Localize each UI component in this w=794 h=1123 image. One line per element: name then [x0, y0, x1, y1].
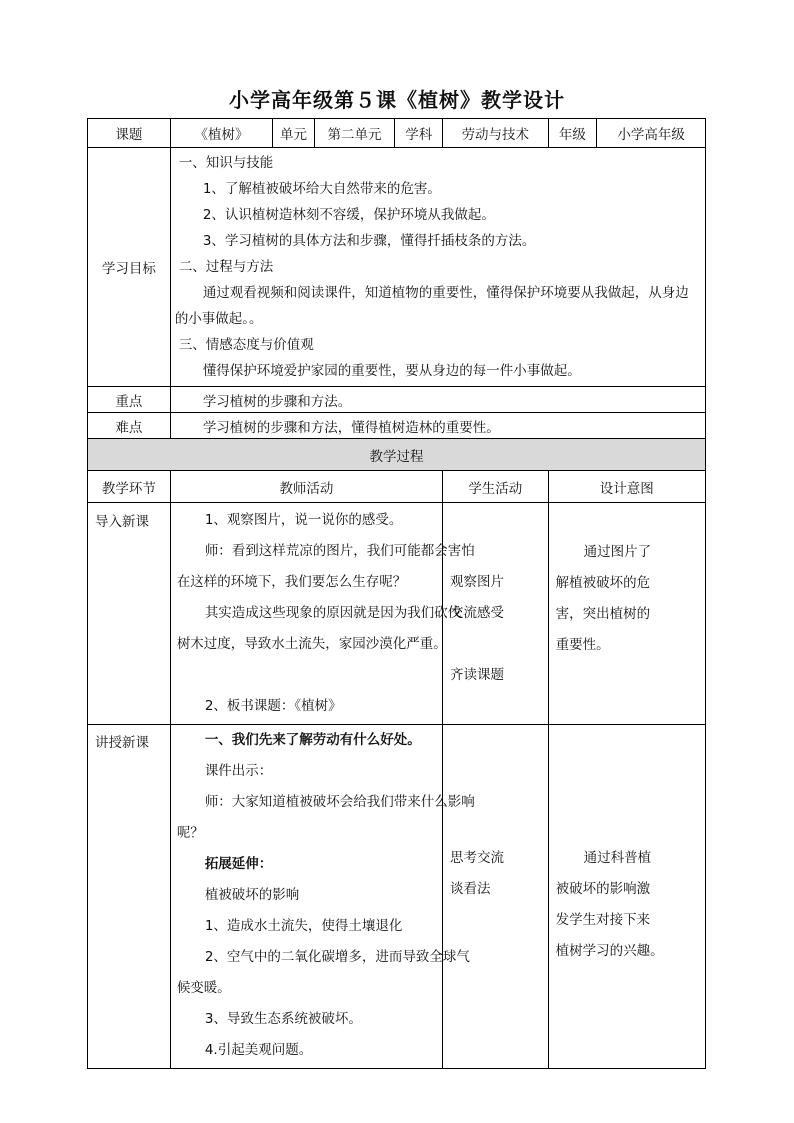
- objectives-content: [170, 148, 705, 387]
- teacher-line: 呢？: [176, 825, 204, 841]
- info-row: [88, 119, 706, 148]
- teacher-line: 植被破坏的影响: [204, 887, 300, 903]
- process-header: 教学过程: [88, 439, 706, 471]
- teacher-line: 1、造成水土流失，使得土壤退化: [204, 918, 403, 934]
- topic-value: 《植树》: [170, 119, 272, 148]
- design-line: 通过科普植: [583, 850, 652, 866]
- subject-label: 学科: [395, 119, 443, 148]
- col-design: 设计意图: [548, 471, 705, 503]
- teacher-line: 4.引起美观问题。: [204, 1042, 313, 1058]
- teacher-line: 3、导致生态系统被破坏。: [204, 1011, 362, 1027]
- objective-heading-knowledge: 一、知识与技能: [178, 155, 274, 171]
- unit-value: 第二单元: [314, 119, 395, 148]
- teacher-line: 1、观察图片，说一说你的感受。: [204, 512, 403, 528]
- teacher-line: 师：大家知道植被破坏会给我们带来什么影响: [204, 794, 475, 810]
- difficulty-value: 学习植树的步骤和方法，懂得植树造林的重要性。: [170, 413, 705, 439]
- design-line: 植树学习的兴趣。: [555, 943, 664, 959]
- process-header-row: [88, 439, 706, 471]
- objectives-label: 学习目标: [88, 148, 171, 387]
- process-columns-row: [88, 471, 706, 503]
- design-intent-cell: [548, 725, 705, 1069]
- design-line: 发学生对接下来: [555, 912, 651, 928]
- objective-item: 3、学习植树的具体方法和步骤，懂得扦插枝条的方法。: [202, 233, 536, 249]
- objective-item: 2、认识植树造林刻不容缓，保护环境从我做起。: [202, 207, 495, 223]
- student-line: 齐读课题: [450, 667, 505, 683]
- key-point-row: [88, 387, 706, 413]
- student-activity-cell: [443, 725, 549, 1069]
- objective-heading-process: 二、过程与方法: [178, 259, 274, 275]
- objective-item: 的小事做起。。: [174, 311, 263, 327]
- grade-value: 小学高年级: [597, 119, 706, 148]
- col-teacher: 教师活动: [170, 471, 442, 503]
- design-line: 害，突出植树的: [555, 606, 651, 622]
- objective-heading-attitude: 三、情感态度与价值观: [178, 337, 314, 353]
- stage-cell: 讲授新课: [88, 725, 171, 1069]
- grade-label: 年级: [548, 119, 597, 148]
- teacher-line: 课件出示：: [204, 763, 273, 779]
- process-row-intro: [88, 503, 706, 725]
- key-point-value: 学习植树的步骤和方法。: [170, 387, 705, 413]
- difficulty-row: [88, 413, 706, 439]
- student-line: 谈看法: [450, 881, 491, 897]
- process-row-teaching: [88, 725, 706, 1069]
- student-line: 交流感受: [450, 605, 505, 621]
- teacher-line: 师：看到这样荒凉的图片，我们可能都会害怕: [204, 543, 475, 559]
- teacher-line: 2、板书课题：《植树》: [204, 698, 342, 714]
- key-point-label: 重点: [88, 387, 171, 413]
- teacher-line: 拓展延伸：: [204, 856, 273, 872]
- teacher-line: 在这样的环境下，我们要怎么生存呢？: [176, 574, 407, 590]
- objective-item: 懂得保护环境爱护家园的重要性，要从身边的每一件小事做起。: [202, 363, 581, 379]
- topic-label: 课题: [88, 119, 171, 148]
- objective-item: 通过观看视频和阅读课件，知道植物的重要性，懂得保护环境要从我做起，从身边: [202, 285, 689, 301]
- student-line: [450, 629, 548, 660]
- design-line: 解植被破坏的危: [555, 575, 651, 591]
- design-line: 被破坏的影响激: [555, 881, 651, 897]
- teacher-line: 一、我们先来了解劳动有什么好处。: [204, 732, 421, 748]
- unit-label: 单元: [273, 119, 314, 148]
- lesson-plan-table: [87, 118, 706, 1069]
- subject-value: 劳动与技术: [443, 119, 549, 148]
- col-student: 学生活动: [443, 471, 549, 503]
- student-line: 思考交流: [450, 850, 505, 866]
- design-intent-cell: [548, 503, 705, 725]
- col-stage: 教学环节: [88, 471, 171, 503]
- design-line: 通过图片了: [583, 544, 652, 560]
- student-line: 观察图片: [450, 574, 505, 590]
- document-title: 小学高年级第５课《植树》教学设计: [229, 88, 565, 112]
- teacher-activity-cell: [170, 503, 475, 725]
- difficulty-label: 难点: [88, 413, 171, 439]
- teacher-line: 2、空气中的二氧化碳增多，进而导致全球气: [204, 949, 470, 965]
- teacher-line: 其实造成这些现象的原因就是因为我们砍伐: [204, 605, 462, 621]
- teacher-line: [177, 660, 438, 691]
- stage-cell: 导入新课: [88, 503, 171, 725]
- teacher-line: 候变暖。: [176, 980, 231, 996]
- teacher-line: 树木过度，导致水土流失，家园沙漠化严重。: [176, 636, 447, 652]
- objective-item: 1、了解植被破坏给大自然带来的危害。: [202, 181, 441, 197]
- objectives-row: [88, 148, 706, 387]
- design-line: 重要性。: [555, 637, 610, 653]
